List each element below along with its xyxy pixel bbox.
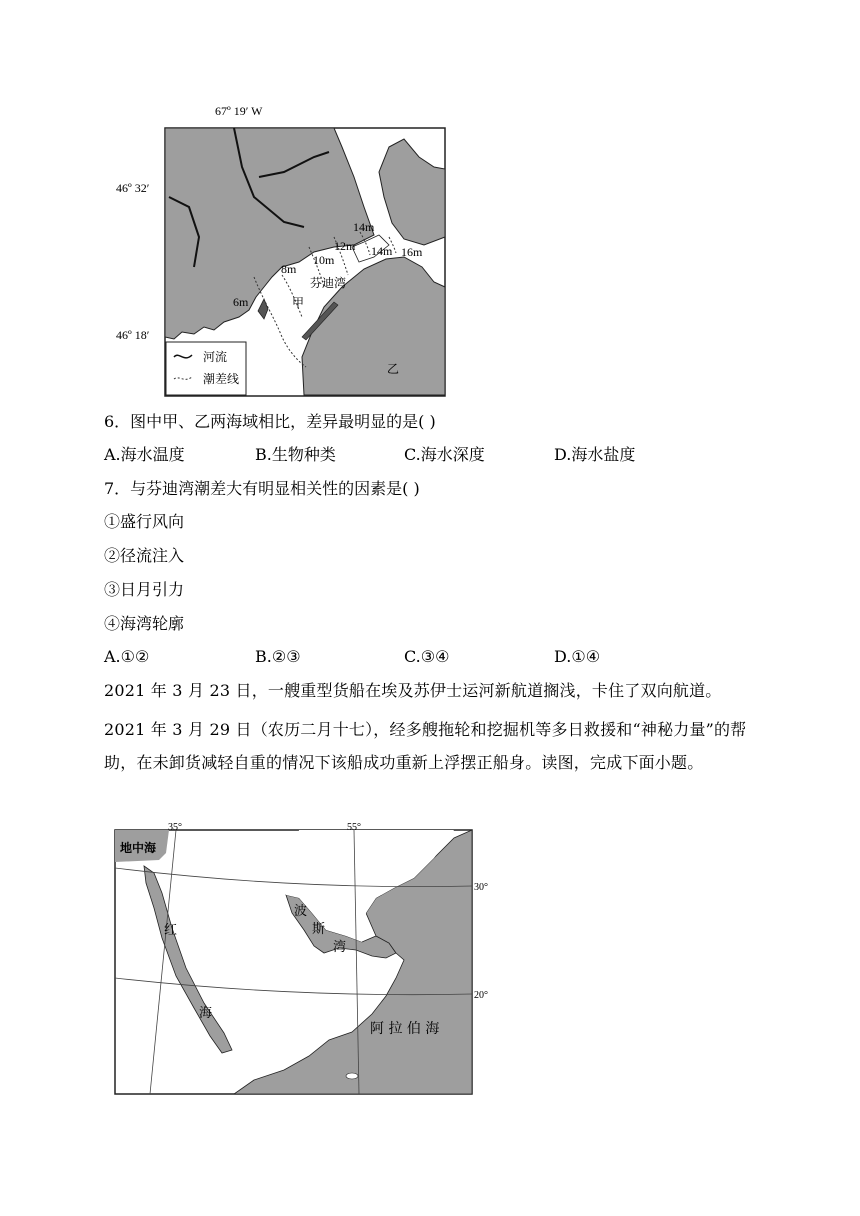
q7-item-4: ④海湾轮廓 <box>104 614 185 633</box>
map1-latitude-bottom-label: 46º 18′ <box>116 328 150 342</box>
q7-item-1: ①盛行风向 <box>104 512 185 531</box>
persian-gulf-label-2: 斯 <box>312 922 326 937</box>
depth-label-14m: 14m <box>353 220 375 234</box>
passage-line-2: 2021 年 3 月 29 日（农历二月十七），经多艘拖轮和挖掘机等多日救援和“神秘力量”的帮助，在未卸货减轻自重的情况下该船成功重新上浮摆正船身。读图，完成下面小题。 <box>104 720 747 772</box>
q6-option-c[interactable]: C.海水深度 <box>404 445 485 464</box>
arabian-sea-label: 阿 拉 伯 海 <box>370 1021 440 1037</box>
map2-latitude-30: 30° <box>474 882 488 893</box>
q6-option-d[interactable]: D.海水盐度 <box>554 445 636 464</box>
q6-option-a[interactable]: A.海水温度 <box>104 445 185 464</box>
passage-line-1: 2021 年 3 月 23 日，一艘重型货船在埃及苏伊士运河新航道搁浅，卡住了双向航道。 <box>104 681 722 700</box>
legend-tide-line-label: 潮差线 <box>203 372 240 386</box>
map2-longitude-35: 35° <box>168 822 182 833</box>
point-jia-label: 甲 <box>292 296 305 310</box>
depth-label-12m: 12m <box>334 239 356 253</box>
question-7-stem: 7．与芬迪湾潮差大有明显相关性的因素是( ) <box>104 479 420 498</box>
q7-option-b[interactable]: B.②③ <box>255 647 301 666</box>
map1-latitude-top-label: 46º 32′ <box>116 181 150 195</box>
map2-longitude-55: 55° <box>347 822 361 833</box>
bay-name-label: 芬迪湾 <box>310 276 347 290</box>
q6-option-b[interactable]: B.生物种类 <box>255 445 336 464</box>
q7-item-3: ③日月引力 <box>104 580 185 599</box>
mediterranean-label: 地中海 <box>120 841 157 855</box>
q7-option-d[interactable]: D.①④ <box>554 647 601 666</box>
question-6-stem: 6．图中甲、乙两海域相比，差异最明显的是( ) <box>104 412 436 431</box>
depth-label-14m-east: 14m <box>371 244 393 258</box>
q7-item-2: ②径流注入 <box>104 546 185 565</box>
map2-latitude-20: 20° <box>474 990 488 1001</box>
depth-label-16m: 16m <box>401 245 423 259</box>
legend-river-label: 河流 <box>203 350 228 364</box>
q7-option-c[interactable]: C.③④ <box>404 647 450 666</box>
q7-option-a[interactable]: A.①② <box>104 647 150 666</box>
persian-gulf-label-1: 波 <box>294 904 308 919</box>
depth-label-8m: 8m <box>281 262 297 276</box>
depth-label-6m: 6m <box>233 295 249 309</box>
persian-gulf-label-3: 湾 <box>333 940 347 955</box>
map1-longitude-label: 67º 19′ W <box>215 104 263 118</box>
red-sea-label-1: 红 <box>164 923 178 938</box>
red-sea-label-2: 海 <box>199 1006 213 1021</box>
point-yi-label: 乙 <box>387 362 400 376</box>
red-sea-persian-gulf-map <box>114 818 494 1096</box>
depth-label-10m: 10m <box>313 253 335 267</box>
